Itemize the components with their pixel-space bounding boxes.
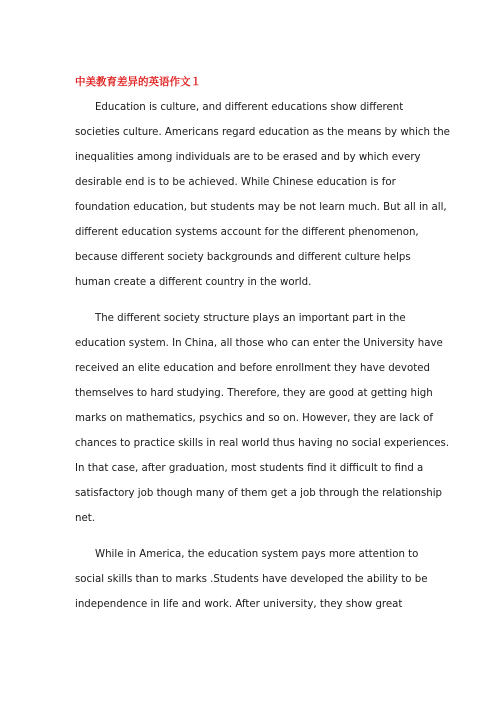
paragraph-1-line-8: human create a different country in the world. bbox=[75, 277, 312, 288]
paragraph-2-line-3: received an elite education and before enrollment they have devoted bbox=[75, 363, 430, 374]
paragraph-1-line-3: inequalities among individuals are to be erased and by which every bbox=[75, 152, 421, 163]
paragraph-1-line-7: because different society backgrounds and different culture helps bbox=[75, 252, 411, 263]
paragraph-3-line-3: independence in life and work. After university, they show great bbox=[75, 599, 403, 610]
paragraph-2-line-2: education system. In China, all those who can enter the University have bbox=[75, 338, 443, 349]
paragraph-1-line-2: societies culture. Americans regard education as the means by which the bbox=[75, 127, 450, 138]
paragraph-2-line-7: In that case, after graduation, most students find it difficult to find a bbox=[75, 463, 424, 474]
paragraph-1-line-4: desirable end is to be achieved. While Chinese education is for bbox=[75, 177, 396, 188]
document-title: 中美教育差异的英语作文１ bbox=[75, 76, 201, 88]
paragraph-2-line-9: net. bbox=[75, 513, 95, 524]
paragraph-1-line-6: different education systems account for the different phenomenon, bbox=[75, 227, 419, 238]
paragraph-2-line-6: chances to practice skills in real world thus having no social experiences. bbox=[75, 438, 450, 449]
paragraph-3-line-1: While in America, the education system pays more attention to bbox=[95, 549, 419, 560]
paragraph-2-line-4: themselves to hard studying. Therefore, they are good at getting high bbox=[75, 388, 433, 399]
paragraph-2-line-5: marks on mathematics, psychics and so on. However, they are lack of bbox=[75, 413, 433, 424]
paragraph-3-line-2: social skills than to marks .Students have developed the ability to be bbox=[75, 574, 428, 585]
paragraph-1-line-1: Education is culture, and different educations show different bbox=[95, 102, 404, 113]
paragraph-2-line-1: The different society structure plays an important part in the bbox=[95, 313, 406, 324]
paragraph-1-line-5: foundation education, but students may be not learn much. But all in all, bbox=[75, 202, 447, 213]
paragraph-2-line-8: satisfactory job though many of them get a job through the relationship bbox=[75, 488, 443, 499]
